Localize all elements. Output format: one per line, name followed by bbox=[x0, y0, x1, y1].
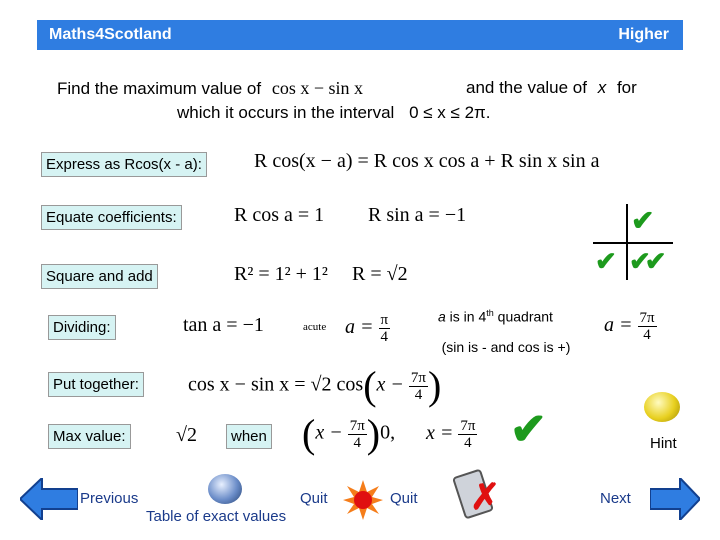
check-icon: ✔ bbox=[510, 405, 547, 454]
when-x: x − bbox=[315, 421, 343, 444]
together-label: Put together: bbox=[48, 372, 144, 397]
x-value bbox=[426, 418, 477, 451]
check-grid bbox=[593, 204, 673, 280]
together-expr: cos x − sin x = √2 cos bbox=[188, 373, 364, 396]
final-num: 7π bbox=[639, 310, 655, 326]
question-text-2: which it occurs in the interval bbox=[177, 103, 395, 122]
final-a: a = bbox=[604, 314, 633, 337]
final-den: 4 bbox=[643, 327, 651, 343]
square-label: Square and add bbox=[41, 264, 158, 289]
together-den: 4 bbox=[414, 386, 423, 403]
quadrant-sup: th bbox=[486, 308, 494, 318]
question-interval: 0 ≤ x ≤ 2π. bbox=[409, 103, 491, 122]
quadrant-b: is in 4 bbox=[445, 308, 487, 325]
equate-formula-1: R cos a = 1 bbox=[234, 204, 325, 226]
question-line-1b bbox=[466, 78, 637, 98]
dividing-label: Dividing: bbox=[48, 315, 116, 340]
when-label: when bbox=[226, 424, 272, 449]
max-value: √2 bbox=[176, 424, 197, 446]
check-icon: ✔ bbox=[631, 205, 655, 236]
header-bar bbox=[37, 20, 683, 50]
square-formula-2: R = √2 bbox=[352, 263, 408, 285]
quadrant-note bbox=[438, 308, 553, 325]
quit-link-2[interactable]: Quit bbox=[390, 490, 418, 507]
dividing-formula: tan a = −1 bbox=[183, 314, 264, 336]
next-arrow-icon[interactable] bbox=[650, 478, 700, 525]
x-den: 4 bbox=[464, 435, 472, 451]
together-formula bbox=[188, 363, 442, 408]
question-expression: cos x − sin x bbox=[271, 78, 363, 98]
together-fraction bbox=[409, 370, 428, 403]
next-link[interactable]: Next bbox=[600, 490, 631, 507]
quit-sun-icon[interactable] bbox=[343, 480, 383, 525]
hint-link[interactable]: Hint bbox=[650, 435, 677, 452]
site-title: Maths4Scotland bbox=[49, 26, 172, 43]
when-den: 4 bbox=[353, 434, 361, 451]
quadrant-reason: (sin is - and cos is +) bbox=[441, 339, 571, 355]
question-text-b: and the value of bbox=[466, 78, 587, 97]
question-line-1 bbox=[57, 78, 363, 99]
acute-fraction bbox=[379, 312, 391, 345]
previous-arrow-icon[interactable] bbox=[20, 478, 78, 525]
level-title: Higher bbox=[618, 26, 669, 43]
quit-link-1[interactable]: Quit bbox=[300, 490, 328, 507]
previous-link[interactable]: Previous bbox=[80, 490, 139, 507]
square-formula-1: R² = 1² + 1² bbox=[234, 263, 328, 285]
acute-word: acute bbox=[303, 321, 327, 333]
close-paren: ) bbox=[366, 411, 381, 456]
cross-icon: ✗ bbox=[470, 476, 501, 517]
equate-label: Equate coefficients: bbox=[41, 205, 182, 230]
quadrant-c: quadrant bbox=[493, 308, 553, 325]
final-fraction bbox=[638, 310, 657, 343]
x-eq: x = bbox=[426, 422, 454, 445]
express-label: Express as Rcos(x - a): bbox=[41, 152, 207, 177]
equate-formula-2: R sin a = −1 bbox=[368, 204, 467, 226]
final-angle bbox=[604, 310, 657, 343]
when-formula bbox=[302, 411, 396, 456]
acute-num: π bbox=[380, 312, 389, 328]
open-paren: ( bbox=[302, 411, 316, 456]
hint-bulb-icon[interactable] bbox=[644, 392, 680, 422]
together-x: x − bbox=[376, 373, 404, 396]
question-text: Find the maximum value of bbox=[57, 79, 262, 98]
question-text-c: for bbox=[616, 78, 637, 97]
acute-den: 4 bbox=[380, 329, 389, 345]
table-bulb-icon[interactable] bbox=[208, 474, 242, 504]
together-num: 7π bbox=[410, 369, 426, 386]
when-rhs: 0, bbox=[380, 421, 396, 444]
x-fraction bbox=[458, 418, 477, 451]
question-line-2 bbox=[177, 103, 490, 123]
check-icon: ✔ bbox=[595, 246, 617, 276]
express-formula: R cos(x − a) = R cos x cos a + R sin x sin a bbox=[254, 150, 600, 172]
when-fraction bbox=[348, 418, 367, 451]
quadrant-a: a bbox=[438, 308, 446, 325]
acute-angle bbox=[345, 312, 390, 345]
acute-a: a = bbox=[345, 316, 374, 339]
max-label: Max value: bbox=[48, 424, 131, 449]
x-num: 7π bbox=[460, 418, 476, 434]
open-paren: ( bbox=[363, 363, 377, 408]
when-num: 7π bbox=[349, 417, 365, 434]
close-paren: ) bbox=[427, 363, 442, 408]
double-check-icon: ✔✔ bbox=[629, 246, 661, 276]
table-of-exact-values-link[interactable]: Table of exact values bbox=[146, 508, 287, 525]
question-var: x bbox=[597, 78, 607, 97]
